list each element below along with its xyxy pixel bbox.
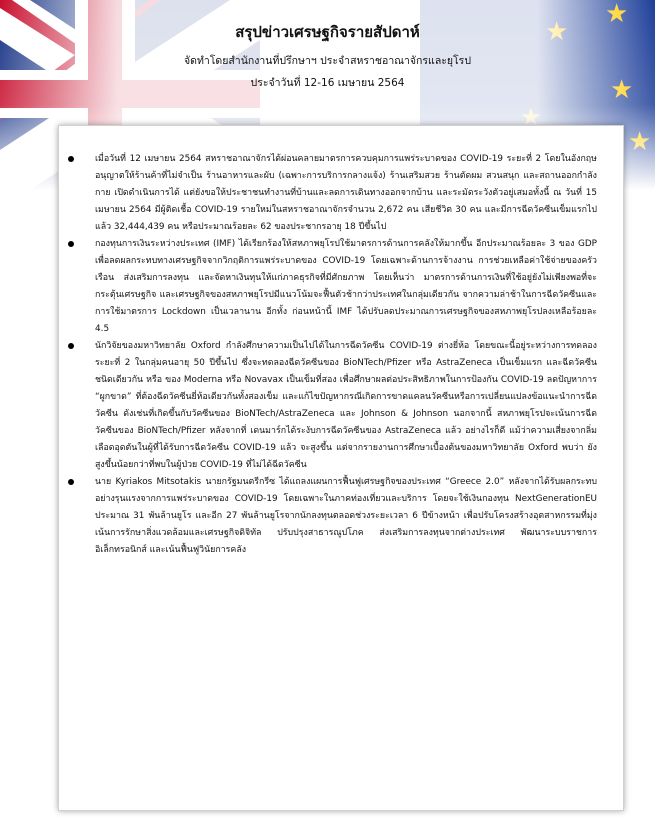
report-subtitle: จัดทำโดยสำนักงานที่ปรึกษาฯ ประจำสหราชอาณาจักรและยุโรป [184, 55, 471, 67]
news-list [59, 126, 623, 559]
report-header [0, 22, 655, 90]
news-item-oxford-vaccine: นักวิจัยของมหาวิทยาลัย Oxford กำลังศึกษาความเป็นไปได้ในการฉีดวัคซีน COVID-19 ต่างยี่ห้อ โดยขณะนี้อยู่ระหว่างการทดลองระยะที่ 2 ในกลุ่มคนอายุ 50 ปีขึ้นไป ซึ่งจะทดลองฉีดวัคซีนของ BioNTech/Pfizer หรือ AstraZeneca เป็นเข็มแรก และฉีดวัคซีนชนิดเดียวกัน หรือ ของ Moderna หรือ Novavax เป็นเข็มที่สอง เพื่อศึกษาผลต่อประสิทธิภาพในการป้องกัน COVID-19 ลดปัญหาการ “ผูกขาด” ที่ต้องฉีดวัคซีนยี่ห้อเดียวกันทั้งสองเข็ม และแก้ไขปัญหากรณีเกิดการขาดแคลนวัคซีนหรือการเปลี่ยนแปลงข้อแนะนำการฉีดวัคซีน ดังเช่นที่เกิดขึ้นกับวัคซีนของ BioNTech/AstraZeneca และ Johnson & Johnson นอกจากนี้ สหภาพยุโรปจะเน้นการฉีดวัคซีนของ BioNTech/Pfizer หลังจากที่ เดนมาร์กได้ระงับการฉีดวัคซีนของ AstraZeneca แล้ว อย่างไรก็ดี แม้ว่าความเสี่ยงจากลิ่มเลือดอุดตันในผู้ที่ได้รับการฉีดวัคซีน COVID-19 แล้ว จะสูงขึ้น แต่จากรายงานการศึกษาเบื้องต้นของมหาวิทยาลัย Oxford พบว่า ยังสูงขึ้นน้อยกว่าที่พบในผู้ป่วย COVID-19 ที่ไม่ได้ฉีดวัคซีน [95, 338, 597, 474]
news-item-uk-covid: เมื่อวันที่ 12 เมษายน 2564 สหราชอาณาจักรได้ผ่อนคลายมาตรการควบคุมการแพร่ระบาดของ COVID-19 ระยะที่ 2 โดยในอังกฤษอนุญาตให้ร้านค้าที่ไม่จำเป็น ร้านอาหารและผับ (เฉพาะการบริการกลางแจ้ง) ร้านเสริมสวย ร้านตัดผม สวนสนุก และสถานออกกำลังกาย เปิดดำเนินการได้ แต่ยังขอให้ประชาชนทำงานที่บ้านและลดการเดินทางออกจากบ้าน และระมัดระวังตัวอยู่เสมอทั้งนี้ ณ วันที่ 15 เมษายน 2564 มีผู้ติดเชื้อ COVID-19 รายใหม่ในสหราชอาณาจักรจำนวน 2,672 คน เสียชีวิต 30 คน และมีการฉีดวัคซีนเข็มแรกไปแล้ว 32,444,439 คน หรือประมาณร้อยละ 62 ของประชากรอายุ 18 ปีขึ้นไป [95, 151, 597, 236]
news-item-imf: กองทุนการเงินระหว่างประเทศ (IMF) ได้เรียกร้องให้สหภาพยุโรปใช้มาตรการด้านการคลังให้มากขึ้น อีกประมาณร้อยละ 3 ของ GDP เพื่อลดผลกระทบทางเศรษฐกิจจากวิกฤติการแพร่ระบาดของ COVID-19 โดยเฉพาะด้านการจ้างงาน การช่วยเหลือค่าใช้จ่ายของครัวเรือน ส่งเสริมการลงทุน และจัดหาเงินทุนให้แก่ภาคธุรกิจที่มีศักยภาพ โดยเห็นว่า มาตรการด้านการเงินที่ใช้อยู่ยังไม่เพียงพอที่จะกระตุ้นเศรษฐกิจ และเศรษฐกิจของสหภาพยุโรปมีแนวโน้มจะฟื้นตัวช้ากว่าประเทศในกลุ่มเดียวกัน จากความล่าช้าในการฉีดวัคซีนและการใช้มาตรการ Lockdown เป็นเวลานาน อีกทั้ง ก่อนหน้านี้ IMF ได้ปรับลดประมาณการเศรษฐกิจของสหภาพยุโรปลงเหลือร้อยละ 4.5 [95, 236, 597, 338]
report-title: สรุปข่าวเศรษฐกิจรายสัปดาห์ [235, 23, 420, 41]
news-item-greece: นาย Kyriakos Mitsotakis นายกรัฐมนตรีกรีซ ได้แถลงแผนการฟื้นฟูเศรษฐกิจของประเทศ “Greece 2.0” หลังจากได้รับผลกระทบอย่างรุนแรงจากการแพร่ระบาดของ COVID-19 โดยเฉพาะในภาคท่องเที่ยวและบริการ โดยจะใช้เงินกองทุน NextGenerationEU ประมาณ 31 พันล้านยูโร และอีก 27 พันล้านยูโรจากนักลงทุนตลอดช่วงระยะเวลา 6 ปีข้างหน้า เพื่อปรับโครงสร้างอุตสาหกรรมที่มุ่งเน้นการรักษาสิ่งแวดล้อมและเศรษฐกิจดิจิทัล ปรับปรุงสาธารณูปโภค ส่งเสริมการลงทุนจากต่างประเทศ พัฒนาระบบราชการอิเล็กทรอนิกส์ และเน้นฟื้นฟูวินัยการคลัง [95, 474, 597, 559]
news-panel [58, 125, 624, 811]
report-date: ประจำวันที่ 12-16 เมษายน 2564 [250, 77, 405, 89]
